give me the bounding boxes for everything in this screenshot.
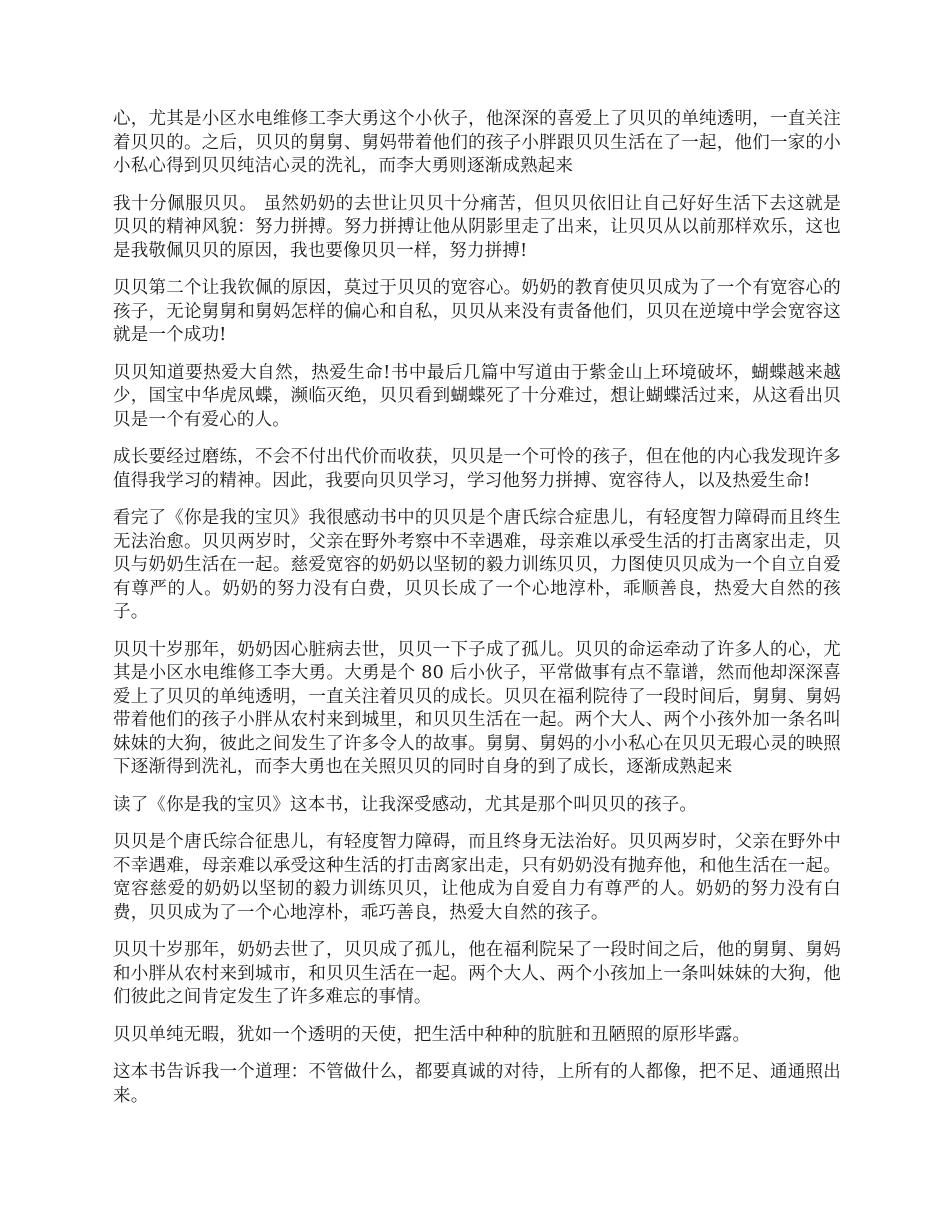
paragraph: 心，尤其是小区水电维修工李大勇这个小伙子，他深深的喜爱上了贝贝的单纯透明，一直关注着贝贝的。之后，贝贝的舅舅、舅妈带着他们的孩子小胖跟贝贝生活在了一起，他们一家的小小私心得到贝贝纯洁心灵的洗礼，而李大勇则逐渐成熟起来 [113,109,841,176]
paragraph: 贝贝知道要热爱大自然，热爱生命!书中最后几篇中写道由于紫金山上环境破坏，蝴蝶越来越少，国宝中华虎凤蝶，濒临灭绝，贝贝看到蝴蝶死了十分难过，想让蝴蝶活过来，从这看出贝贝是一个有爱心的人。 [113,362,841,430]
paragraph: 贝贝十岁那年，奶奶因心脏病去世，贝贝一下子成了孤儿。贝贝的命运牵动了许多人的心，尤其是小区水电维修工李大勇。大勇是个 80 后小伙子，平常做事有点不靠谱，然而他却深深喜爱上了贝贝的单纯透明，一直关注着贝贝的成长。贝贝在福利院待了一段时间后，舅舅、舅妈带着他们的孩子小胖从农村来到城里，和贝贝生活在一起。两个大人、两个小孩外加一条名叫妹妹的大狗，彼此之间发生了许多令人的故事。舅舅、舅妈的小小私心在贝贝无瑕心灵的映照下逐渐得到洗礼，而李大勇也在关照贝贝的同时自身的到了成长，逐渐成熟起来 [113,639,841,777]
paragraph: 成长要经过磨练，不会不付出代价而收获，贝贝是一个可怜的孩子，但在他的内心我发现许多值得我学习的精神。因此，我要向贝贝学习，学习他努力拼搏、宽容待人，以及热爱生命! [113,447,841,491]
paragraph: 贝贝是个唐氏综合征患儿，有轻度智力障碍，而且终身无法治好。贝贝两岁时，父亲在野外中不幸遇难，母亲难以承受这种生活的打击离家出走，只有奶奶没有抛弃他，和他生活在一起。宽容慈爱的奶奶以坚韧的毅力训练贝贝，让他成为自爱自力有尊严的人。奶奶的努力没有白费，贝贝成为了一个心地淳朴，乖巧善良，热爱大自然的孩子。 [113,832,841,923]
paragraph: 贝贝十岁那年，奶奶去世了，贝贝成了孤儿，他在福利院呆了一段时间之后，他的舅舅、舅妈和小胖从农村来到城市，和贝贝生活在一起。两个大人、两个小孩加上一条叫妹妹的大狗，他们彼此之间肯定发生了许多难忘的事情。 [113,940,841,1007]
paragraph: 贝贝单纯无暇，犹如一个透明的天使，把生活中种种的肮脏和丑陋照的原形毕露。 [113,1024,751,1045]
document-body [113,108,841,1122]
paragraph: 我十分佩服贝贝。 虽然奶奶的去世让贝贝十分痛苦，但贝贝依旧让自己好好生活下去这就是贝贝的精神风貌：努力拼搏。努力拼搏让他从阴影里走了出来，让贝贝从以前那样欢乐，这也是我敬佩贝贝的原因，我也要像贝贝一样，努力拼搏! [113,193,841,261]
paragraph: 看完了《你是我的宝贝》我很感动书中的贝贝是个唐氏综合症患儿，有轻度智力障碍而且终生无法治愈。贝贝两岁时，父亲在野外考察中不幸遇难，母亲难以承受生活的打击离家出走，贝贝与奶奶生活在一起。慈爱宽容的奶奶以坚韧的毅力训练贝贝，力图使贝贝成为一个自立自爱有尊严的人。奶奶的努力没有白费，贝贝长成了一个心地淳朴，乖顺善良，热爱大自然的孩子。 [113,508,841,622]
paragraph: 这本书告诉我一个道理：不管做什么，都要真诚的对待，上所有的人都像，把不足、通通照出来。 [113,1062,841,1106]
paragraph: 贝贝第二个让我钦佩的原因，莫过于贝贝的宽容心。奶奶的教育使贝贝成为了一个有宽容心的孩子，无论舅舅和舅妈怎样的偏心和自私，贝贝从来没有责备他们，贝贝在逆境中学会宽容这就是一个成功! [113,278,841,345]
paragraph: 读了《你是我的宝贝》这本书，让我深受感动，尤其是那个叫贝贝的孩子。 [113,794,698,815]
